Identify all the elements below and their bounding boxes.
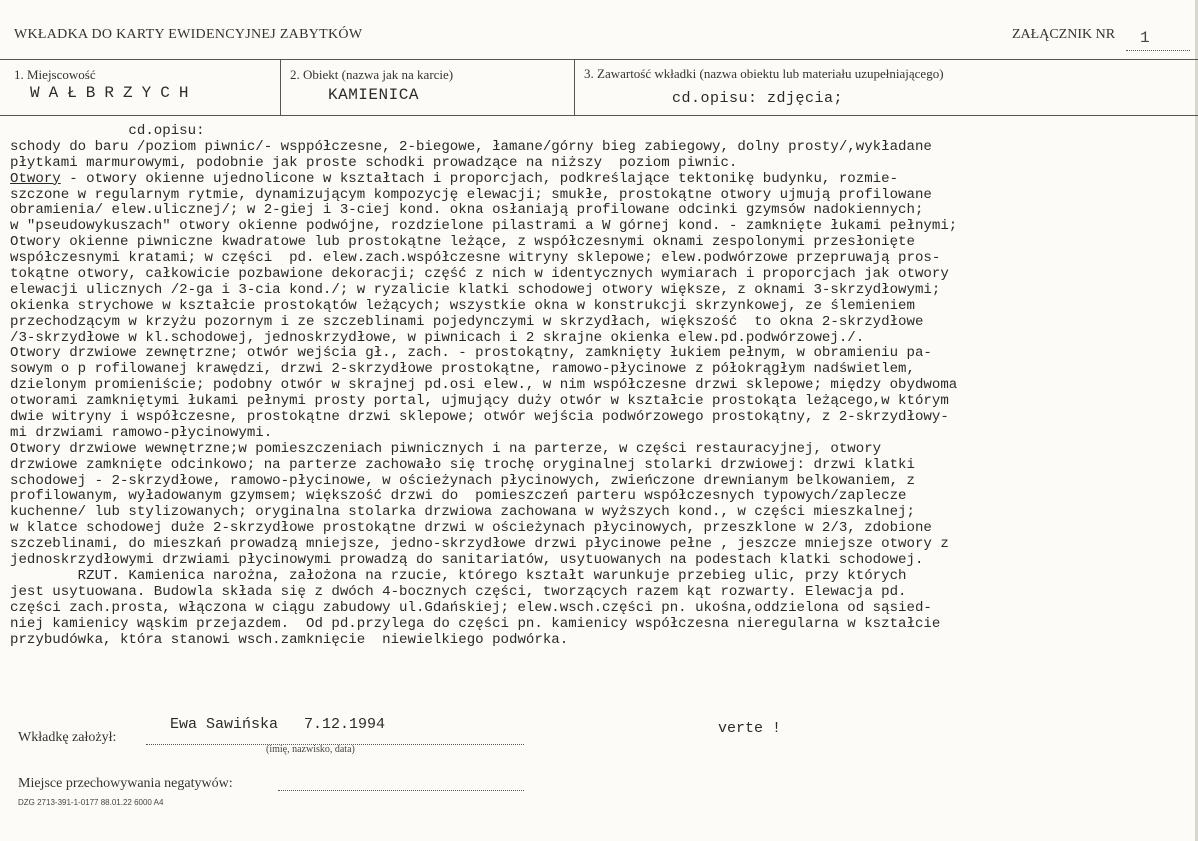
description-line: sowym o p rofilowanej krawędzi, drzwi 2-skrzydłowe prostokątne, ramowo-płycinowe z półokrągłym nadświetlem, xyxy=(10,361,915,378)
verte-note: verte ! xyxy=(718,720,782,737)
locality-value: WAŁBRZYCH xyxy=(30,84,198,102)
card-title: WKŁADKA DO KARTY EWIDENCYJNEJ ZABYTKÓW xyxy=(14,27,363,42)
description-line: Otwory drzwiowe zewnętrzne; otwór wejścia gł., zach. - prostokątny, zamknięty łukiem pełnym, w obramieniu pa- xyxy=(10,345,932,362)
description-line: szczone w regularnym rytmie, dynamizującym kompozycję elewacji; smukłe, prostokątne otwory ujmują profilowane xyxy=(10,186,932,203)
description-line: współczesnymi kratami; w części pd. elew.zach.współczesne witryny sklepowe; elew.podwórzowe przepruwają pros- xyxy=(10,250,941,267)
annex-label: ZAŁĄCZNIK NR xyxy=(1012,27,1116,42)
description-text xyxy=(10,124,1190,648)
description-line: cd.opisu: xyxy=(10,123,205,139)
description-line: niej kamienicy wąskim przejazdem. Od pd.przylega do części pn. kamienicy współczesna nieregularna w kształcie xyxy=(10,615,941,632)
description-line: schodowej - 2-skrzydłowe, ramowo-płycinowe, w ościeżynach płycinowych, zwieńczone drewnianym belkowaniem, z xyxy=(10,472,915,489)
description-line: elewacji ulicznych /2-ga i 3-cia kond./; w ryzalicie klatki schodowej otwory większe, z oknami 3-skrzydłowymi; xyxy=(10,281,941,298)
description-line: profilowanym, wyładowanym gzymsem; większość drzwi do pomieszczeń parteru współczesnych typowych/zaplecze xyxy=(10,488,907,505)
annex-number: 1 xyxy=(1140,29,1150,47)
description-line: części zach.prosta, włączona w ciągu zabudowy ul.Gdańskiej; elew.wsch.części pn. ukośna,oddzielona od sąsied- xyxy=(10,599,932,616)
description-line: szczeblinami, do mieszkań prowadzą mniejsze, jedno-skrzydłowe drzwi płycinowe pełne , jeszcze mniejsze otwory z xyxy=(10,536,949,553)
negatives-line xyxy=(278,790,524,791)
negatives-label: Miejsce przechowywania negatywów: xyxy=(18,776,233,791)
description-line: jest usytuowana. Budowla składa się z dwóch 4-bocznych części, tworzących razem kąt rozwarty. Elewacja pd. xyxy=(10,583,907,600)
author-name: Ewa Sawińska xyxy=(170,716,279,733)
description-line: jednoskrzydłowymi drzwiami płycinowymi prowadzą do sanitariatów, usytuowanych na podestach klatki schodowej. xyxy=(10,552,924,569)
section-heading-otwory: Otwory xyxy=(10,170,61,187)
description-line: RZUT. Kamienica narożna, założona na rzucie, którego kształt warunkuje przebieg ulic, przy których xyxy=(10,567,907,584)
description-line: w "pseudowykuszach" otwory okienne podwójne, rozdzielone pilastrami a W górnej kond. - zamknięte łukami pełnymi; xyxy=(10,218,958,235)
description-line: mi drzwiami ramowo-płycinowymi. xyxy=(10,424,273,441)
field-divider-1 xyxy=(280,59,281,115)
top-rule xyxy=(0,59,1198,60)
description-line: otworami zamkniętymi łukami pełnymi prosty portal, ujmujący duży otwór w kształcie prostokąta leżącego,w którym xyxy=(10,393,949,410)
description-line: kuchenne/ lub stylizowanych; oryginalna stolarka drzwiowa zachowana w wyższych kond., w części mieszkalnej; xyxy=(10,504,915,521)
description-line: schody do baru /poziom piwnic/- wsppółczesne, 2-biegowe, łamane/górny bieg zabiegowy, dolny prosty/,wykładane xyxy=(10,138,932,155)
author-date: 7.12.1994 xyxy=(304,716,386,733)
description-line: w klatce schodowej duże 2-skrzydłowe prostokątne drzwi w ościeżynach płycinowych, przeszklone w 2/3, zdobione xyxy=(10,520,932,537)
description-line: Otwory - otwory okienne ujednolicone w kształtach i proporcjach, podkreślające tektonikę budynku, rozmie- xyxy=(10,170,899,187)
description-line: /3-skrzydłowe w kl.schodowej, jednoskrzydłowe, w piwnicach i 2 skrajne okienka elew.pd.podwórzowej./. xyxy=(10,329,865,346)
print-code: DZG 2713-391-1-0177 88.01.22 6000 A4 xyxy=(18,798,164,807)
description-line: okienka strychowe w kształcie prostokątów leżących; wszystkie okna w konstrukcji skrzynkowej, ze ślemieniem xyxy=(10,297,915,314)
locality-label: 1. Miejscowość xyxy=(14,67,96,82)
description-line: przechodzącym w krzyżu pozornym i ze szczeblinami pojedynczymi w skrzydłach, większość to okna 2-skrzydłowe xyxy=(10,313,924,330)
contents-value: cd.opisu: zdjęcia; xyxy=(672,90,844,107)
description-line: Otwory okienne piwniczne kwadratowe lub prostokątne leżące, z współczesnymi oknami zespolonymi przesłonięte xyxy=(10,234,915,251)
description-line: płytkami marmurowymi, podobnie jak proste schodki prowadzące na niższy poziom piwnic. xyxy=(10,154,738,171)
description-line: dzielonym promieniście; podobny otwór w skrajnej pd.osi elew., w nim współczesne drzwi sklepowe; między obydwoma xyxy=(10,377,958,394)
description-line: drzwiowe zamknięte odcinkowo; na parterze zachowało się trochę oryginalnej stolarki drzwiowej: drzwi klatki xyxy=(10,456,915,473)
object-label: 2. Obiekt (nazwa jak na karcie) xyxy=(290,67,454,82)
description-line: przybudówka, która stanowi wsch.zamknięcie niewielkiego podwórka. xyxy=(10,631,569,648)
author-hint: (imię, nazwisko, data) xyxy=(266,744,355,755)
description-line: tokątne otwory, całkowicie pozbawione dekoracji; część z nich w identycznych wymiarach i proporcjach jak otwory xyxy=(10,266,949,283)
description-line: Otwory drzwiowe wewnętrzne;w pomieszczeniach piwnicznych i na parterze, w części restauracyjnej, otwory xyxy=(10,440,882,457)
author-label: Wkładkę założył: xyxy=(18,730,117,745)
fields-bottom-rule xyxy=(0,115,1198,116)
annex-number-underline xyxy=(1126,49,1190,51)
description-line: obramienia/ elew.ulicznej/; w 2-giej i 3-ciej kond. okna osłaniają profilowane odcinki gzymsów nadokiennych; xyxy=(10,202,924,219)
contents-label: 3. Zawartość wkładki (nazwa obiektu lub materiału uzupełniającego) xyxy=(584,66,944,81)
field-divider-2 xyxy=(574,59,575,115)
object-value: KAMIENICA xyxy=(328,86,419,104)
description-line: dwie witryny i współczesne, prostokątne drzwi sklepowe; otwór wejścia podwórzowego prostokątny, z 2-skrzydłowy- xyxy=(10,409,949,426)
